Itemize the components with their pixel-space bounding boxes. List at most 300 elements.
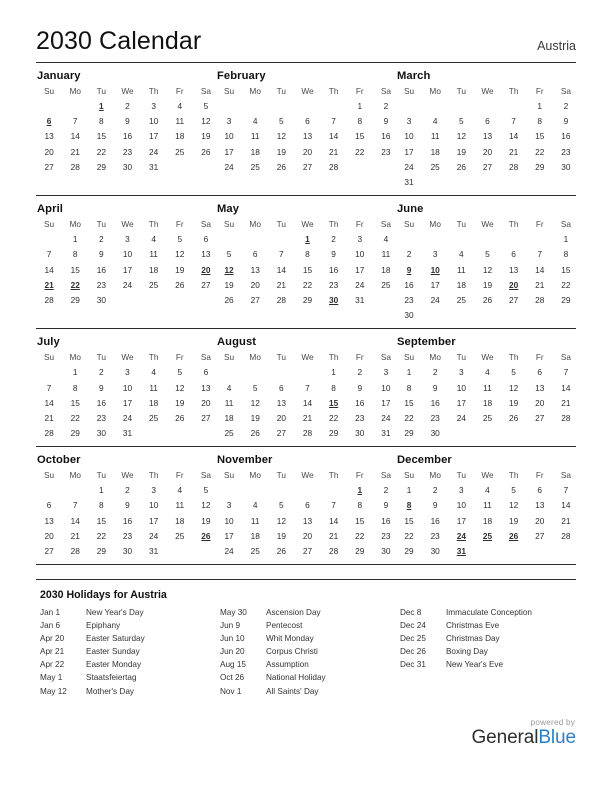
day-cell[interactable]: 20 <box>535 515 545 526</box>
day-cell[interactable]: 20 <box>276 412 286 423</box>
day-cell[interactable]: 13 <box>535 382 545 393</box>
day-cell[interactable]: 8 <box>72 249 78 260</box>
day-cell[interactable]: 2 <box>383 101 389 112</box>
day-cell[interactable]: 7 <box>46 382 52 393</box>
day-cell[interactable]: 4 <box>151 367 156 378</box>
day-cell[interactable]: 27 <box>276 428 286 439</box>
day-cell[interactable]: 4 <box>383 234 389 245</box>
day-cell[interactable]: 15 <box>355 131 365 142</box>
day-cell[interactable]: 9 <box>383 500 389 511</box>
day-cell[interactable]: 1 <box>406 485 412 496</box>
day-cell[interactable]: 23 <box>561 146 571 157</box>
day-cell[interactable]: 25 <box>149 279 159 290</box>
day-cell[interactable]: 5 <box>252 382 258 393</box>
day-cell[interactable]: 24 <box>149 530 159 541</box>
day-cell[interactable]: 12 <box>175 382 185 393</box>
day-cell[interactable]: 23 <box>381 146 391 157</box>
day-cell[interactable]: 21 <box>561 397 571 408</box>
day-cell[interactable]: 26 <box>175 279 185 290</box>
day-cell-holiday[interactable]: 30 <box>329 294 339 305</box>
day-cell[interactable]: 16 <box>96 397 106 408</box>
day-cell[interactable]: 22 <box>535 146 545 157</box>
day-cell[interactable]: 28 <box>276 294 286 305</box>
day-cell[interactable]: 22 <box>404 412 414 423</box>
day-cell[interactable]: 26 <box>276 161 286 172</box>
day-cell[interactable]: 28 <box>329 161 339 172</box>
day-cell[interactable]: 11 <box>250 515 260 526</box>
day-cell[interactable]: 17 <box>224 530 234 541</box>
day-cell[interactable]: 6 <box>537 367 543 378</box>
day-cell[interactable]: 14 <box>535 264 545 275</box>
day-cell[interactable]: 25 <box>456 294 466 305</box>
day-cell[interactable]: 11 <box>175 500 185 511</box>
day-cell[interactable]: 11 <box>430 131 440 142</box>
day-cell[interactable]: 21 <box>44 412 54 423</box>
day-cell[interactable]: 12 <box>276 515 286 526</box>
day-cell[interactable]: 14 <box>329 515 339 526</box>
day-cell[interactable]: 2 <box>563 101 569 112</box>
day-cell[interactable]: 20 <box>535 397 545 408</box>
day-cell[interactable]: 15 <box>70 264 80 275</box>
day-cell[interactable]: 21 <box>70 530 80 541</box>
day-cell[interactable]: 1 <box>563 234 569 245</box>
day-cell[interactable]: 10 <box>224 131 234 142</box>
day-cell[interactable]: 5 <box>485 249 490 260</box>
day-cell-holiday[interactable]: 22 <box>70 279 80 290</box>
day-cell[interactable]: 20 <box>250 279 260 290</box>
day-cell[interactable]: 22 <box>404 530 414 541</box>
day-cell[interactable]: 2 <box>383 485 389 496</box>
day-cell[interactable]: 4 <box>459 249 464 260</box>
day-cell[interactable]: 24 <box>149 146 159 157</box>
day-cell[interactable]: 29 <box>70 428 80 439</box>
day-cell[interactable]: 8 <box>563 249 569 260</box>
day-cell[interactable]: 17 <box>381 397 391 408</box>
day-cell[interactable]: 3 <box>406 116 412 127</box>
day-cell[interactable]: 25 <box>224 428 234 439</box>
day-cell[interactable]: 16 <box>430 397 440 408</box>
day-cell[interactable]: 10 <box>149 500 159 511</box>
day-cell[interactable]: 24 <box>456 412 466 423</box>
day-cell[interactable]: 3 <box>459 485 464 496</box>
day-cell-holiday[interactable]: 1 <box>99 101 104 112</box>
day-cell[interactable]: 22 <box>561 279 571 290</box>
day-cell[interactable]: 30 <box>355 428 365 439</box>
day-cell[interactable]: 11 <box>224 397 234 408</box>
day-cell[interactable]: 7 <box>537 249 543 260</box>
day-cell[interactable]: 4 <box>432 116 438 127</box>
day-cell[interactable]: 4 <box>485 367 490 378</box>
day-cell[interactable]: 13 <box>250 264 260 275</box>
day-cell-holiday[interactable]: 26 <box>508 530 519 541</box>
day-cell[interactable]: 27 <box>535 412 545 423</box>
day-cell[interactable]: 1 <box>72 367 78 378</box>
day-cell[interactable]: 28 <box>70 546 80 557</box>
day-cell[interactable]: 7 <box>563 367 569 378</box>
day-cell[interactable]: 19 <box>175 397 185 408</box>
day-cell[interactable]: 14 <box>70 515 80 526</box>
day-cell[interactable]: 14 <box>508 131 519 142</box>
day-cell[interactable]: 23 <box>404 294 414 305</box>
day-cell[interactable]: 3 <box>357 234 363 245</box>
day-cell[interactable]: 30 <box>96 428 106 439</box>
day-cell[interactable]: 29 <box>561 294 571 305</box>
day-cell[interactable]: 28 <box>44 428 54 439</box>
day-cell[interactable]: 9 <box>331 249 336 260</box>
day-cell[interactable]: 8 <box>72 382 78 393</box>
day-cell[interactable]: 8 <box>357 500 363 511</box>
day-cell[interactable]: 15 <box>96 515 106 526</box>
day-cell[interactable]: 2 <box>99 367 104 378</box>
day-cell[interactable]: 21 <box>508 146 519 157</box>
day-cell[interactable]: 6 <box>305 500 310 511</box>
day-cell[interactable]: 24 <box>404 161 414 172</box>
day-cell[interactable]: 1 <box>331 367 336 378</box>
day-cell[interactable]: 27 <box>201 412 211 423</box>
day-cell[interactable]: 17 <box>355 264 365 275</box>
day-cell[interactable]: 28 <box>329 546 339 557</box>
day-cell-holiday[interactable]: 25 <box>482 530 493 541</box>
day-cell[interactable]: 7 <box>305 382 310 393</box>
day-cell[interactable]: 18 <box>456 279 466 290</box>
day-cell[interactable]: 20 <box>44 146 54 157</box>
day-cell[interactable]: 18 <box>430 146 440 157</box>
day-cell[interactable]: 14 <box>561 500 571 511</box>
day-cell[interactable]: 7 <box>563 485 569 496</box>
day-cell[interactable]: 28 <box>44 294 54 305</box>
day-cell[interactable]: 8 <box>357 116 363 127</box>
day-cell[interactable]: 24 <box>122 279 133 290</box>
day-cell[interactable]: 15 <box>355 515 365 526</box>
day-cell[interactable]: 28 <box>70 161 80 172</box>
day-cell[interactable]: 10 <box>122 382 133 393</box>
day-cell[interactable]: 13 <box>44 131 54 142</box>
day-cell[interactable]: 8 <box>305 249 310 260</box>
day-cell[interactable]: 16 <box>122 515 133 526</box>
day-cell[interactable]: 13 <box>276 397 286 408</box>
day-cell[interactable]: 4 <box>485 485 490 496</box>
day-cell[interactable]: 1 <box>406 367 412 378</box>
day-cell[interactable]: 24 <box>224 161 234 172</box>
day-cell[interactable]: 11 <box>483 500 492 511</box>
day-cell[interactable]: 12 <box>201 116 211 127</box>
day-cell[interactable]: 5 <box>511 485 516 496</box>
day-cell[interactable]: 13 <box>201 382 211 393</box>
day-cell[interactable]: 10 <box>381 382 391 393</box>
day-cell[interactable]: 17 <box>122 264 133 275</box>
day-cell[interactable]: 22 <box>302 279 313 290</box>
day-cell[interactable]: 30 <box>561 161 571 172</box>
day-cell[interactable]: 19 <box>456 146 466 157</box>
day-cell[interactable]: 24 <box>430 294 440 305</box>
day-cell[interactable]: 18 <box>482 397 493 408</box>
day-cell[interactable]: 13 <box>201 249 211 260</box>
day-cell[interactable]: 30 <box>430 546 440 557</box>
day-cell[interactable]: 6 <box>279 382 284 393</box>
day-cell-holiday[interactable]: 10 <box>430 264 440 275</box>
day-cell[interactable]: 4 <box>252 116 258 127</box>
day-cell[interactable]: 13 <box>302 515 313 526</box>
day-cell[interactable]: 26 <box>201 146 211 157</box>
day-cell[interactable]: 10 <box>456 500 466 511</box>
day-cell-holiday[interactable]: 20 <box>201 264 211 275</box>
day-cell[interactable]: 20 <box>302 530 313 541</box>
day-cell[interactable]: 27 <box>44 161 54 172</box>
day-cell[interactable]: 22 <box>96 530 106 541</box>
day-cell[interactable]: 28 <box>508 161 519 172</box>
day-cell[interactable]: 9 <box>125 500 130 511</box>
day-cell[interactable]: 23 <box>381 530 391 541</box>
day-cell[interactable]: 25 <box>381 279 391 290</box>
day-cell[interactable]: 12 <box>482 264 493 275</box>
day-cell[interactable]: 6 <box>203 234 209 245</box>
day-cell[interactable]: 3 <box>383 367 389 378</box>
day-cell[interactable]: 3 <box>125 367 130 378</box>
day-cell[interactable]: 16 <box>381 515 391 526</box>
day-cell[interactable]: 17 <box>404 146 414 157</box>
day-cell[interactable]: 15 <box>404 397 414 408</box>
day-cell[interactable]: 14 <box>44 397 54 408</box>
day-cell[interactable]: 31 <box>149 161 159 172</box>
day-cell[interactable]: 9 <box>563 116 569 127</box>
day-cell[interactable]: 9 <box>125 116 130 127</box>
day-cell[interactable]: 10 <box>224 515 234 526</box>
day-cell[interactable]: 13 <box>535 500 545 511</box>
day-cell[interactable]: 30 <box>96 294 106 305</box>
day-cell[interactable]: 1 <box>537 101 543 112</box>
day-cell[interactable]: 9 <box>99 382 104 393</box>
day-cell[interactable]: 23 <box>96 279 106 290</box>
day-cell[interactable]: 14 <box>70 131 80 142</box>
day-cell[interactable]: 25 <box>250 161 260 172</box>
day-cell[interactable]: 5 <box>511 367 516 378</box>
day-cell[interactable]: 5 <box>279 500 284 511</box>
day-cell[interactable]: 6 <box>511 249 516 260</box>
day-cell[interactable]: 17 <box>149 515 159 526</box>
day-cell[interactable]: 19 <box>201 515 211 526</box>
day-cell[interactable]: 11 <box>483 382 492 393</box>
day-cell[interactable]: 23 <box>355 412 365 423</box>
day-cell[interactable]: 3 <box>125 234 130 245</box>
day-cell[interactable]: 21 <box>561 515 571 526</box>
day-cell[interactable]: 26 <box>482 294 493 305</box>
day-cell[interactable]: 29 <box>70 294 80 305</box>
day-cell[interactable]: 25 <box>175 146 185 157</box>
day-cell-holiday[interactable]: 6 <box>46 116 52 127</box>
day-cell[interactable]: 12 <box>456 131 466 142</box>
day-cell[interactable]: 8 <box>537 116 543 127</box>
day-cell[interactable]: 21 <box>70 146 80 157</box>
day-cell[interactable]: 24 <box>381 412 391 423</box>
day-cell[interactable]: 28 <box>561 412 571 423</box>
day-cell[interactable]: 16 <box>355 397 365 408</box>
day-cell[interactable]: 16 <box>329 264 339 275</box>
day-cell-holiday[interactable]: 8 <box>406 500 412 511</box>
day-cell[interactable]: 8 <box>406 382 412 393</box>
day-cell[interactable]: 28 <box>561 530 571 541</box>
day-cell[interactable]: 15 <box>404 515 414 526</box>
day-cell[interactable]: 16 <box>122 131 133 142</box>
day-cell[interactable]: 20 <box>482 146 493 157</box>
day-cell[interactable]: 18 <box>250 530 260 541</box>
day-cell[interactable]: 4 <box>177 101 183 112</box>
day-cell[interactable]: 16 <box>381 131 391 142</box>
day-cell[interactable]: 25 <box>430 161 440 172</box>
day-cell[interactable]: 11 <box>149 382 158 393</box>
day-cell[interactable]: 30 <box>381 546 391 557</box>
day-cell[interactable]: 27 <box>302 161 313 172</box>
day-cell[interactable]: 4 <box>226 382 232 393</box>
day-cell[interactable]: 20 <box>201 397 211 408</box>
day-cell[interactable]: 3 <box>226 500 232 511</box>
day-cell[interactable]: 31 <box>149 546 159 557</box>
day-cell[interactable]: 19 <box>276 530 286 541</box>
day-cell[interactable]: 23 <box>96 412 106 423</box>
day-cell[interactable]: 26 <box>276 546 286 557</box>
day-cell[interactable]: 1 <box>99 485 104 496</box>
day-cell[interactable]: 27 <box>201 279 211 290</box>
day-cell[interactable]: 4 <box>151 234 156 245</box>
day-cell[interactable]: 3 <box>151 101 156 112</box>
day-cell[interactable]: 2 <box>125 101 130 112</box>
day-cell[interactable]: 8 <box>99 116 104 127</box>
day-cell[interactable]: 25 <box>149 412 159 423</box>
day-cell[interactable]: 14 <box>302 397 313 408</box>
day-cell[interactable]: 20 <box>302 146 313 157</box>
day-cell[interactable]: 17 <box>430 279 440 290</box>
day-cell[interactable]: 19 <box>175 264 185 275</box>
day-cell[interactable]: 11 <box>457 264 466 275</box>
day-cell[interactable]: 21 <box>302 412 313 423</box>
day-cell[interactable]: 28 <box>302 428 313 439</box>
day-cell[interactable]: 29 <box>96 161 106 172</box>
day-cell[interactable]: 3 <box>151 485 156 496</box>
day-cell[interactable]: 21 <box>276 279 286 290</box>
day-cell[interactable]: 1 <box>72 234 78 245</box>
day-cell[interactable]: 19 <box>508 515 519 526</box>
day-cell[interactable]: 13 <box>44 515 54 526</box>
day-cell[interactable]: 26 <box>224 294 234 305</box>
day-cell[interactable]: 10 <box>149 116 159 127</box>
day-cell[interactable]: 26 <box>250 428 260 439</box>
day-cell[interactable]: 23 <box>122 146 133 157</box>
day-cell[interactable]: 23 <box>122 530 133 541</box>
day-cell[interactable]: 26 <box>508 412 519 423</box>
day-cell[interactable]: 25 <box>482 412 493 423</box>
day-cell[interactable]: 5 <box>459 116 464 127</box>
day-cell[interactable]: 2 <box>99 234 104 245</box>
day-cell[interactable]: 18 <box>250 146 260 157</box>
day-cell[interactable]: 25 <box>250 546 260 557</box>
day-cell-holiday[interactable]: 12 <box>224 264 234 275</box>
day-cell[interactable]: 15 <box>535 131 545 142</box>
day-cell[interactable]: 2 <box>432 485 438 496</box>
day-cell[interactable]: 7 <box>511 116 516 127</box>
day-cell[interactable]: 31 <box>355 294 365 305</box>
day-cell[interactable]: 27 <box>535 530 545 541</box>
day-cell[interactable]: 31 <box>122 428 133 439</box>
day-cell[interactable]: 1 <box>357 101 363 112</box>
day-cell[interactable]: 23 <box>329 279 339 290</box>
day-cell[interactable]: 5 <box>226 249 232 260</box>
day-cell[interactable]: 18 <box>482 515 493 526</box>
day-cell[interactable]: 6 <box>252 249 258 260</box>
day-cell[interactable]: 21 <box>535 279 545 290</box>
day-cell[interactable]: 19 <box>250 412 260 423</box>
day-cell[interactable]: 14 <box>329 131 339 142</box>
day-cell[interactable]: 7 <box>72 500 78 511</box>
day-cell[interactable]: 8 <box>99 500 104 511</box>
day-cell-holiday[interactable]: 31 <box>456 546 466 557</box>
day-cell[interactable]: 17 <box>149 131 159 142</box>
day-cell[interactable]: 14 <box>276 264 286 275</box>
day-cell[interactable]: 22 <box>329 412 339 423</box>
day-cell[interactable]: 6 <box>537 485 543 496</box>
day-cell[interactable]: 10 <box>122 249 133 260</box>
day-cell[interactable]: 19 <box>482 279 493 290</box>
day-cell[interactable]: 10 <box>404 131 414 142</box>
day-cell[interactable]: 5 <box>203 485 209 496</box>
day-cell[interactable]: 24 <box>224 546 234 557</box>
day-cell[interactable]: 16 <box>430 515 440 526</box>
day-cell[interactable]: 15 <box>302 264 313 275</box>
day-cell[interactable]: 12 <box>175 249 185 260</box>
day-cell[interactable]: 10 <box>456 382 466 393</box>
day-cell[interactable]: 21 <box>329 530 339 541</box>
day-cell[interactable]: 17 <box>224 146 234 157</box>
day-cell[interactable]: 5 <box>203 101 209 112</box>
day-cell[interactable]: 24 <box>122 412 133 423</box>
day-cell[interactable]: 13 <box>508 264 519 275</box>
day-cell[interactable]: 10 <box>355 249 365 260</box>
day-cell[interactable]: 31 <box>404 177 414 188</box>
day-cell[interactable]: 6 <box>305 116 310 127</box>
day-cell[interactable]: 22 <box>96 146 106 157</box>
day-cell[interactable]: 12 <box>250 397 260 408</box>
day-cell[interactable]: 15 <box>561 264 571 275</box>
day-cell[interactable]: 16 <box>561 131 571 142</box>
day-cell[interactable]: 22 <box>355 146 365 157</box>
day-cell[interactable]: 7 <box>331 500 336 511</box>
day-cell[interactable]: 13 <box>482 131 493 142</box>
day-cell[interactable]: 14 <box>561 382 571 393</box>
day-cell[interactable]: 30 <box>404 310 414 321</box>
day-cell[interactable]: 31 <box>381 428 391 439</box>
day-cell[interactable]: 2 <box>357 367 363 378</box>
day-cell[interactable]: 2 <box>406 249 412 260</box>
day-cell[interactable]: 18 <box>224 412 234 423</box>
day-cell[interactable]: 29 <box>355 546 365 557</box>
day-cell[interactable]: 30 <box>430 428 440 439</box>
day-cell[interactable]: 9 <box>432 500 438 511</box>
day-cell-holiday[interactable]: 15 <box>329 397 339 408</box>
day-cell[interactable]: 28 <box>535 294 545 305</box>
day-cell[interactable]: 22 <box>355 530 365 541</box>
day-cell[interactable]: 4 <box>177 485 183 496</box>
day-cell-holiday[interactable]: 26 <box>201 530 211 541</box>
day-cell[interactable]: 26 <box>175 412 185 423</box>
day-cell[interactable]: 9 <box>357 382 363 393</box>
day-cell[interactable]: 8 <box>331 382 336 393</box>
day-cell[interactable]: 9 <box>99 249 104 260</box>
day-cell[interactable]: 27 <box>508 294 519 305</box>
day-cell[interactable]: 19 <box>224 279 234 290</box>
day-cell[interactable]: 20 <box>44 530 54 541</box>
day-cell[interactable]: 3 <box>226 116 232 127</box>
day-cell[interactable]: 29 <box>535 161 545 172</box>
day-cell[interactable]: 24 <box>355 279 365 290</box>
day-cell[interactable]: 11 <box>175 116 185 127</box>
